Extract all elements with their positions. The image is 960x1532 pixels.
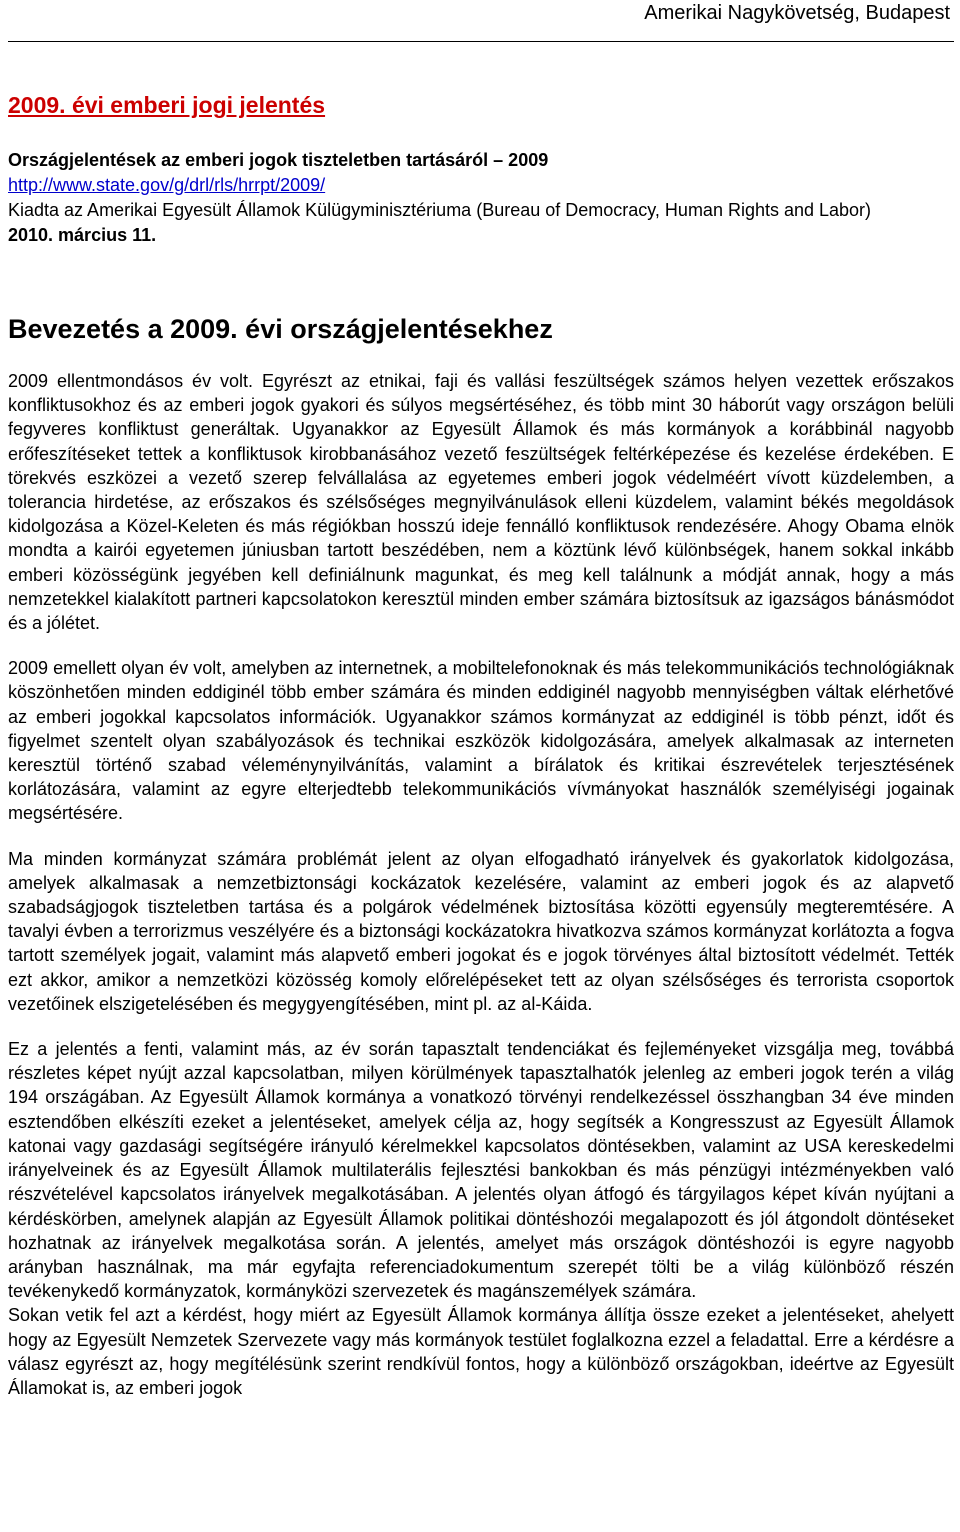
- report-url-link[interactable]: http://www.state.gov/g/drl/rls/hrrpt/2009/: [8, 175, 326, 195]
- paragraph-5: Sokan vetik fel azt a kérdést, hogy miért az Egyesült Államok kormánya állítja össze ezeket a jelentéseket, ahelyett hogy az Egyesült Nemzetek Szervezete vagy más kormányok testület foglalkozna ezzel a feladattal. Erre a kérdésre a válasz egyrészt az, hogy megítélésünk szerint rendkívül fontos, hogy a különböző országokban, ideértve az Egyesült Államokat is, az emberi jogok: [8, 1305, 954, 1398]
- paragraph-1: [8, 369, 954, 635]
- paragraph-lead: 2009 ellentmondásos év volt.: [8, 371, 254, 391]
- section-heading: Bevezetés a 2009. évi országjelentésekhez: [8, 314, 553, 344]
- paragraph-3: Ma minden kormányzat számára problémát jelent az olyan elfogadható irányelvek és gyakorlatok kidolgozása, amelyek alkalmasak a nemzetbiztonsági kockázatok kezelésére, valamint az emberi jogok és az alapvető szabadságjogok tiszteletben tartása és a polgárok védelmének biztosítása közötti egyensúly megteremtésére. A tavalyi évben a terrorizmus veszélyére és a biztonsági kockázatokra hivatkozva számos kormányzat korlátozta a fogva tartott személyek jogait, valamint más alapvető emberi jogokat és e jogok törvényes által biztosított védelmét. Tették ezt akkor, amikor a nemzetközi közösség komoly előrelépéseket tett az olyan szélsőséges és terrorista csoportok vezetőinek elszigetelésében és megygyengítésében, mint pl. az al-Káida.: [8, 848, 954, 1014]
- paragraph-text: Egyrészt az etnikai, faji és vallási feszültségek számos helyen vezettek erőszakos konfliktusokhoz és az emberi jogok gyakori és súlyos megsértéséhez, és több mint 30 háborút vagy országon belüli fegyveres konfliktust generáltak. Ugyanakkor az Egyesült Államok és más kormányok a korábbinál nagyobb erőfeszítéseket tettek a konfliktusok kirobbanásához vezető feszültségek feltérképezése és kezelése érdekében. E törekvés eszközei a vezető szerep felvállalása az egyetemes emberi jogok védelméért vívott küzdelemben, a tolerancia hirdetése, az erőszakos és szélsőséges megnyilvánulások elleni küzdelem, valamint békés megoldások kidolgozása a Közel-Keleten és más régiókban hosszú ideje fennálló konfliktusok rendezésére. Ahogy Obama elnök mondta a kairói egyetemen júniusban tartott beszédében, nem a köztünk lévő különbségek, hanem sokkal inkább emberi közösségünk jegyében kell definiálnunk magunkat, és meg kell találnunk a módját annak, hogy a más nemzetekkel kialakított partneri kapcsolatokon keresztül minden ember számára biztosítsuk az igazságos bánásmódot és a jólétet.: [8, 371, 954, 634]
- report-publisher: Kiadta az Amerikai Egyesült Államok Külügyminisztériuma (Bureau of Democracy, Human Rights and Labor): [8, 200, 872, 220]
- body-text: [8, 369, 954, 1400]
- running-header: Amerikai Nagykövetség, Budapest: [644, 2, 950, 24]
- report-metadata: [8, 148, 954, 248]
- document-page: [8, 0, 954, 1398]
- report-subtitle: Országjelentések az emberi jogok tiszteletben tartásáról – 2009: [8, 150, 549, 170]
- paragraph-2: 2009 emellett olyan év volt, amelyben az internetnek, a mobiltelefonoknak és más telekommunikációs technológiáknak köszönhetően minden eddiginél több ember számára és minden eddiginél nagyobb mennyiségben váltak elérhetővé az emberi jogokkal kapcsolatos információk. Ugyanakkor számos kormányzat az eddiginél is több pénzt, időt és figyelmet szentelt olyan szabályozások és technikai eszközök kidolgozására, amelyek alkalmasak az interneten keresztül történő szabad véleménynyilvánítás, valamint a bírálatok és kritikai észrevételek terjesztésének korlátozására, valamint az egyre elterjedtebb telekommunikációs vívmányokat használók személyiségi jogainak megsértésére.: [8, 658, 954, 824]
- report-date: 2010. március 11.: [8, 225, 157, 245]
- report-title: 2009. évi emberi jogi jelentés: [8, 92, 326, 118]
- header-divider: [8, 41, 954, 42]
- paragraph-4: Ez a jelentés a fenti, valamint más, az év során tapasztalt tendenciákat és fejleményeket vizsgálja meg, továbbá részletes képet nyújt azzal kapcsolatban, milyen körülmények tapasztalhatók jelenleg az emberi jogok terén a világ 194 országában. Az Egyesült Államok kormánya a vonatkozó törvényi rendelkezéssel összhangban 34 éve minden esztendőben elkészíti ezeket a jelentéseket, amelyek célja az, hogy segítsék a Kongresszust az Egyesült Államok katonai vagy gazdasági segítségére irányuló kérelmekkel kapcsolatos döntésekben, valamint az USA kereskedelmi irányelveinek és az Egyesült Államok multilaterális fejlesztési bankokban és más pénzügyi intézményekben való részvételével kapcsolatos irányelvek megalkotásában. A jelentés olyan átfogó és tárgyilagos képet kíván nyújtani a kérdéskörben, amelynek alapján az Egyesült Államok politikai döntéshozói megalapozott és jól átgondolt döntéseket hozhatnak az irányelvek megalkotása során. A jelentés, amelyet más országok döntéshozói is egyre nagyobb arányban használnak, ma már egyfajta referenciadokumentum szerepét tölti be a világ különböző részén tevékenykedő kormányzatok, kormányközi szervezetek és magánszemélyek számára.: [8, 1039, 954, 1302]
